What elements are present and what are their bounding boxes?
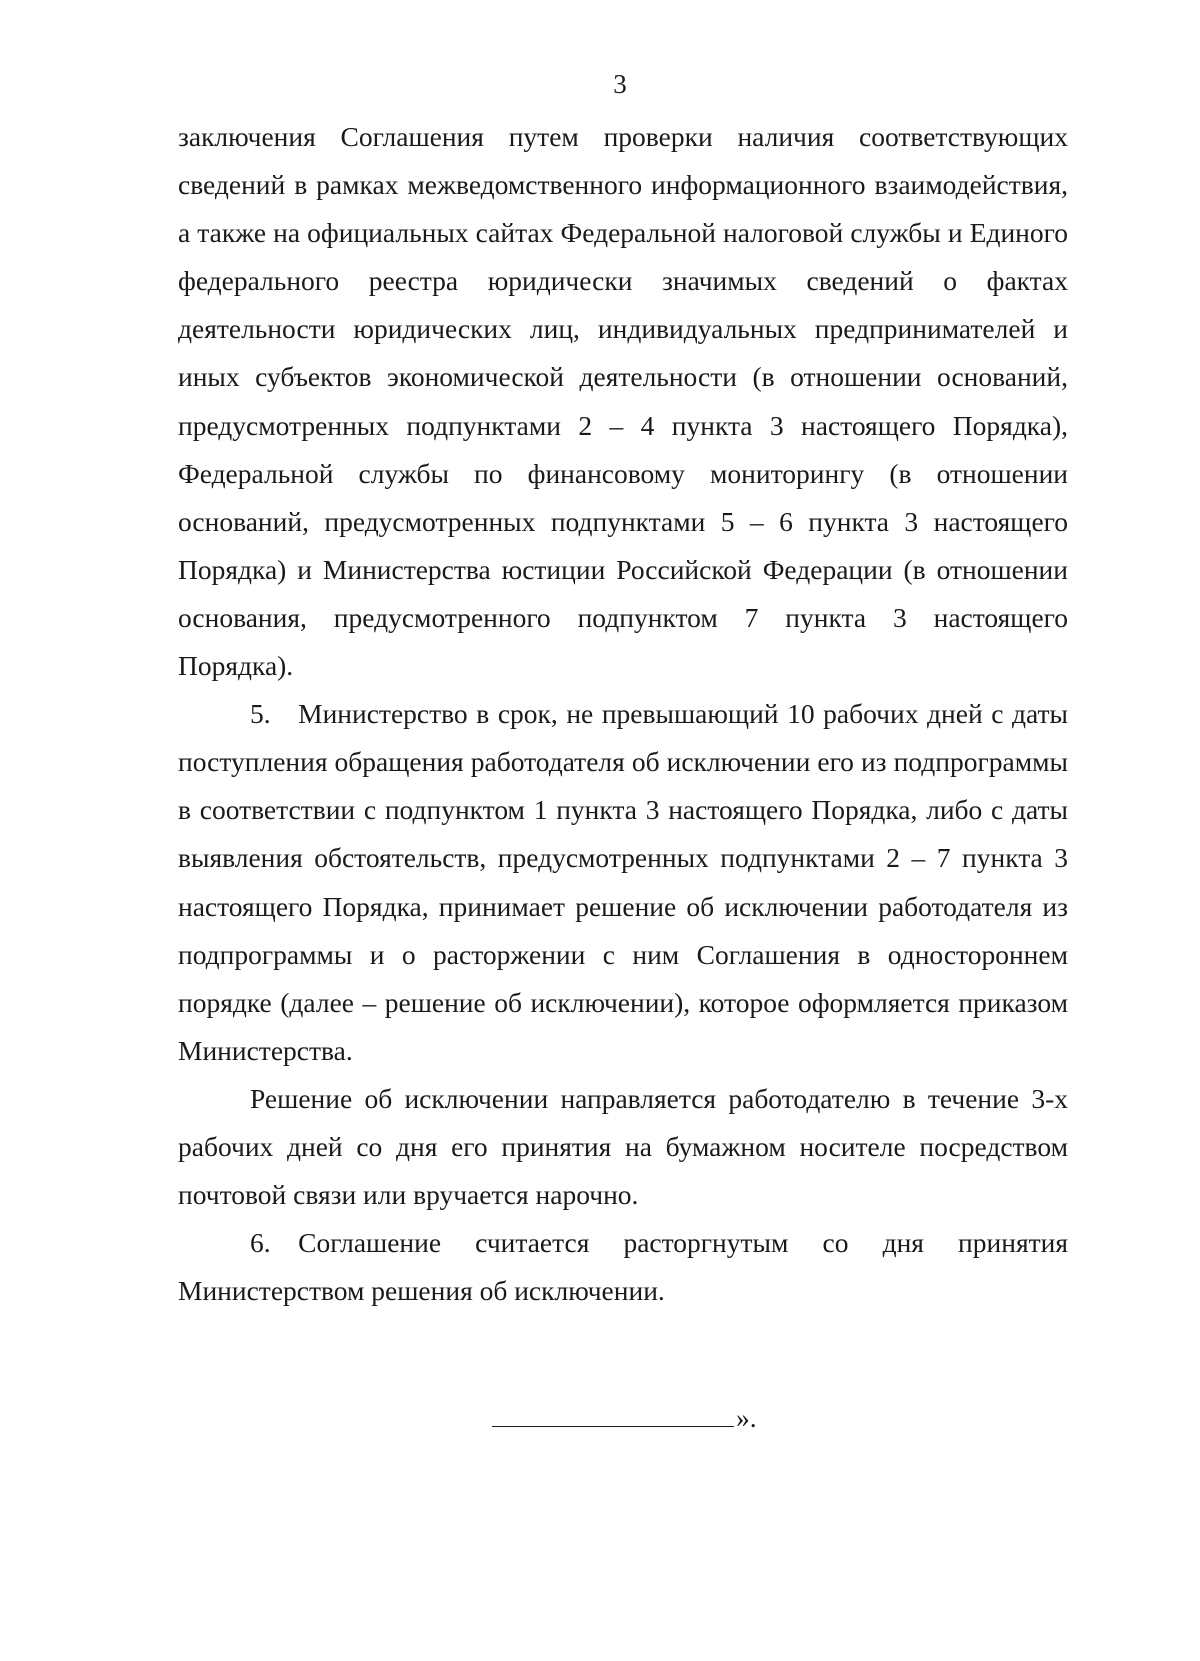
paragraph-item-5: 5. Министерство в срок, не превышающий 10 рабочих дней с даты поступления обращения работодателя об исключении его из подпрограммы в соответствии с подпунктом 1 пункта 3 настоящего Порядка, либо с даты выявления обстоятельств, предусмотренных подпунктами 2 – 7 пункта 3 настоящего Порядка, принимает решение об исключении работодателя из подпрограммы и о расторжении с ним Соглашения в одностороннем порядке (далее – решение об исключении), которое оформляется приказом Министерства.: [178, 698, 1068, 1066]
document-body: [178, 113, 1068, 1315]
paragraph-decision-notice: Решение об исключении направляется работодателю в течение 3-х рабочих дней со дня его принятия на бумажном носителе посредством почтовой связи или вручается нарочно.: [178, 1082, 1068, 1211]
paragraph-continuation: заключения Соглашения путем проверки наличия соответствующих сведений в рамках межведомственного информационного взаимодействия, а также на официальных сайтах Федеральной налоговой службы и Единого федерального реестра юридически значимых сведений о фактах деятельности юридических лиц, индивидуальных предпринимателей и иных субъектов экономической деятельности (в отношении оснований, предусмотренных подпунктами 2 – 4 пункта 3 настоящего Порядка), Федеральной службы по финансовому мониторингу (в отношении оснований, предусмотренных подпунктами 5 – 6 пункта 3 настоящего Порядка) и Министерства юстиции Российской Федерации (в отношении основания, предусмотренного подпунктом 7 пункта 3 настоящего Порядка).: [178, 121, 1068, 682]
page-number: 3: [613, 69, 627, 99]
paragraph-item-6: 6. Соглашение считается расторгнутым со дня принятия Министерством решения об исключении.: [178, 1227, 1068, 1307]
closing-underline: [492, 1426, 734, 1427]
closing-mark: [492, 1402, 757, 1434]
closing-quote: ».: [736, 1402, 757, 1433]
